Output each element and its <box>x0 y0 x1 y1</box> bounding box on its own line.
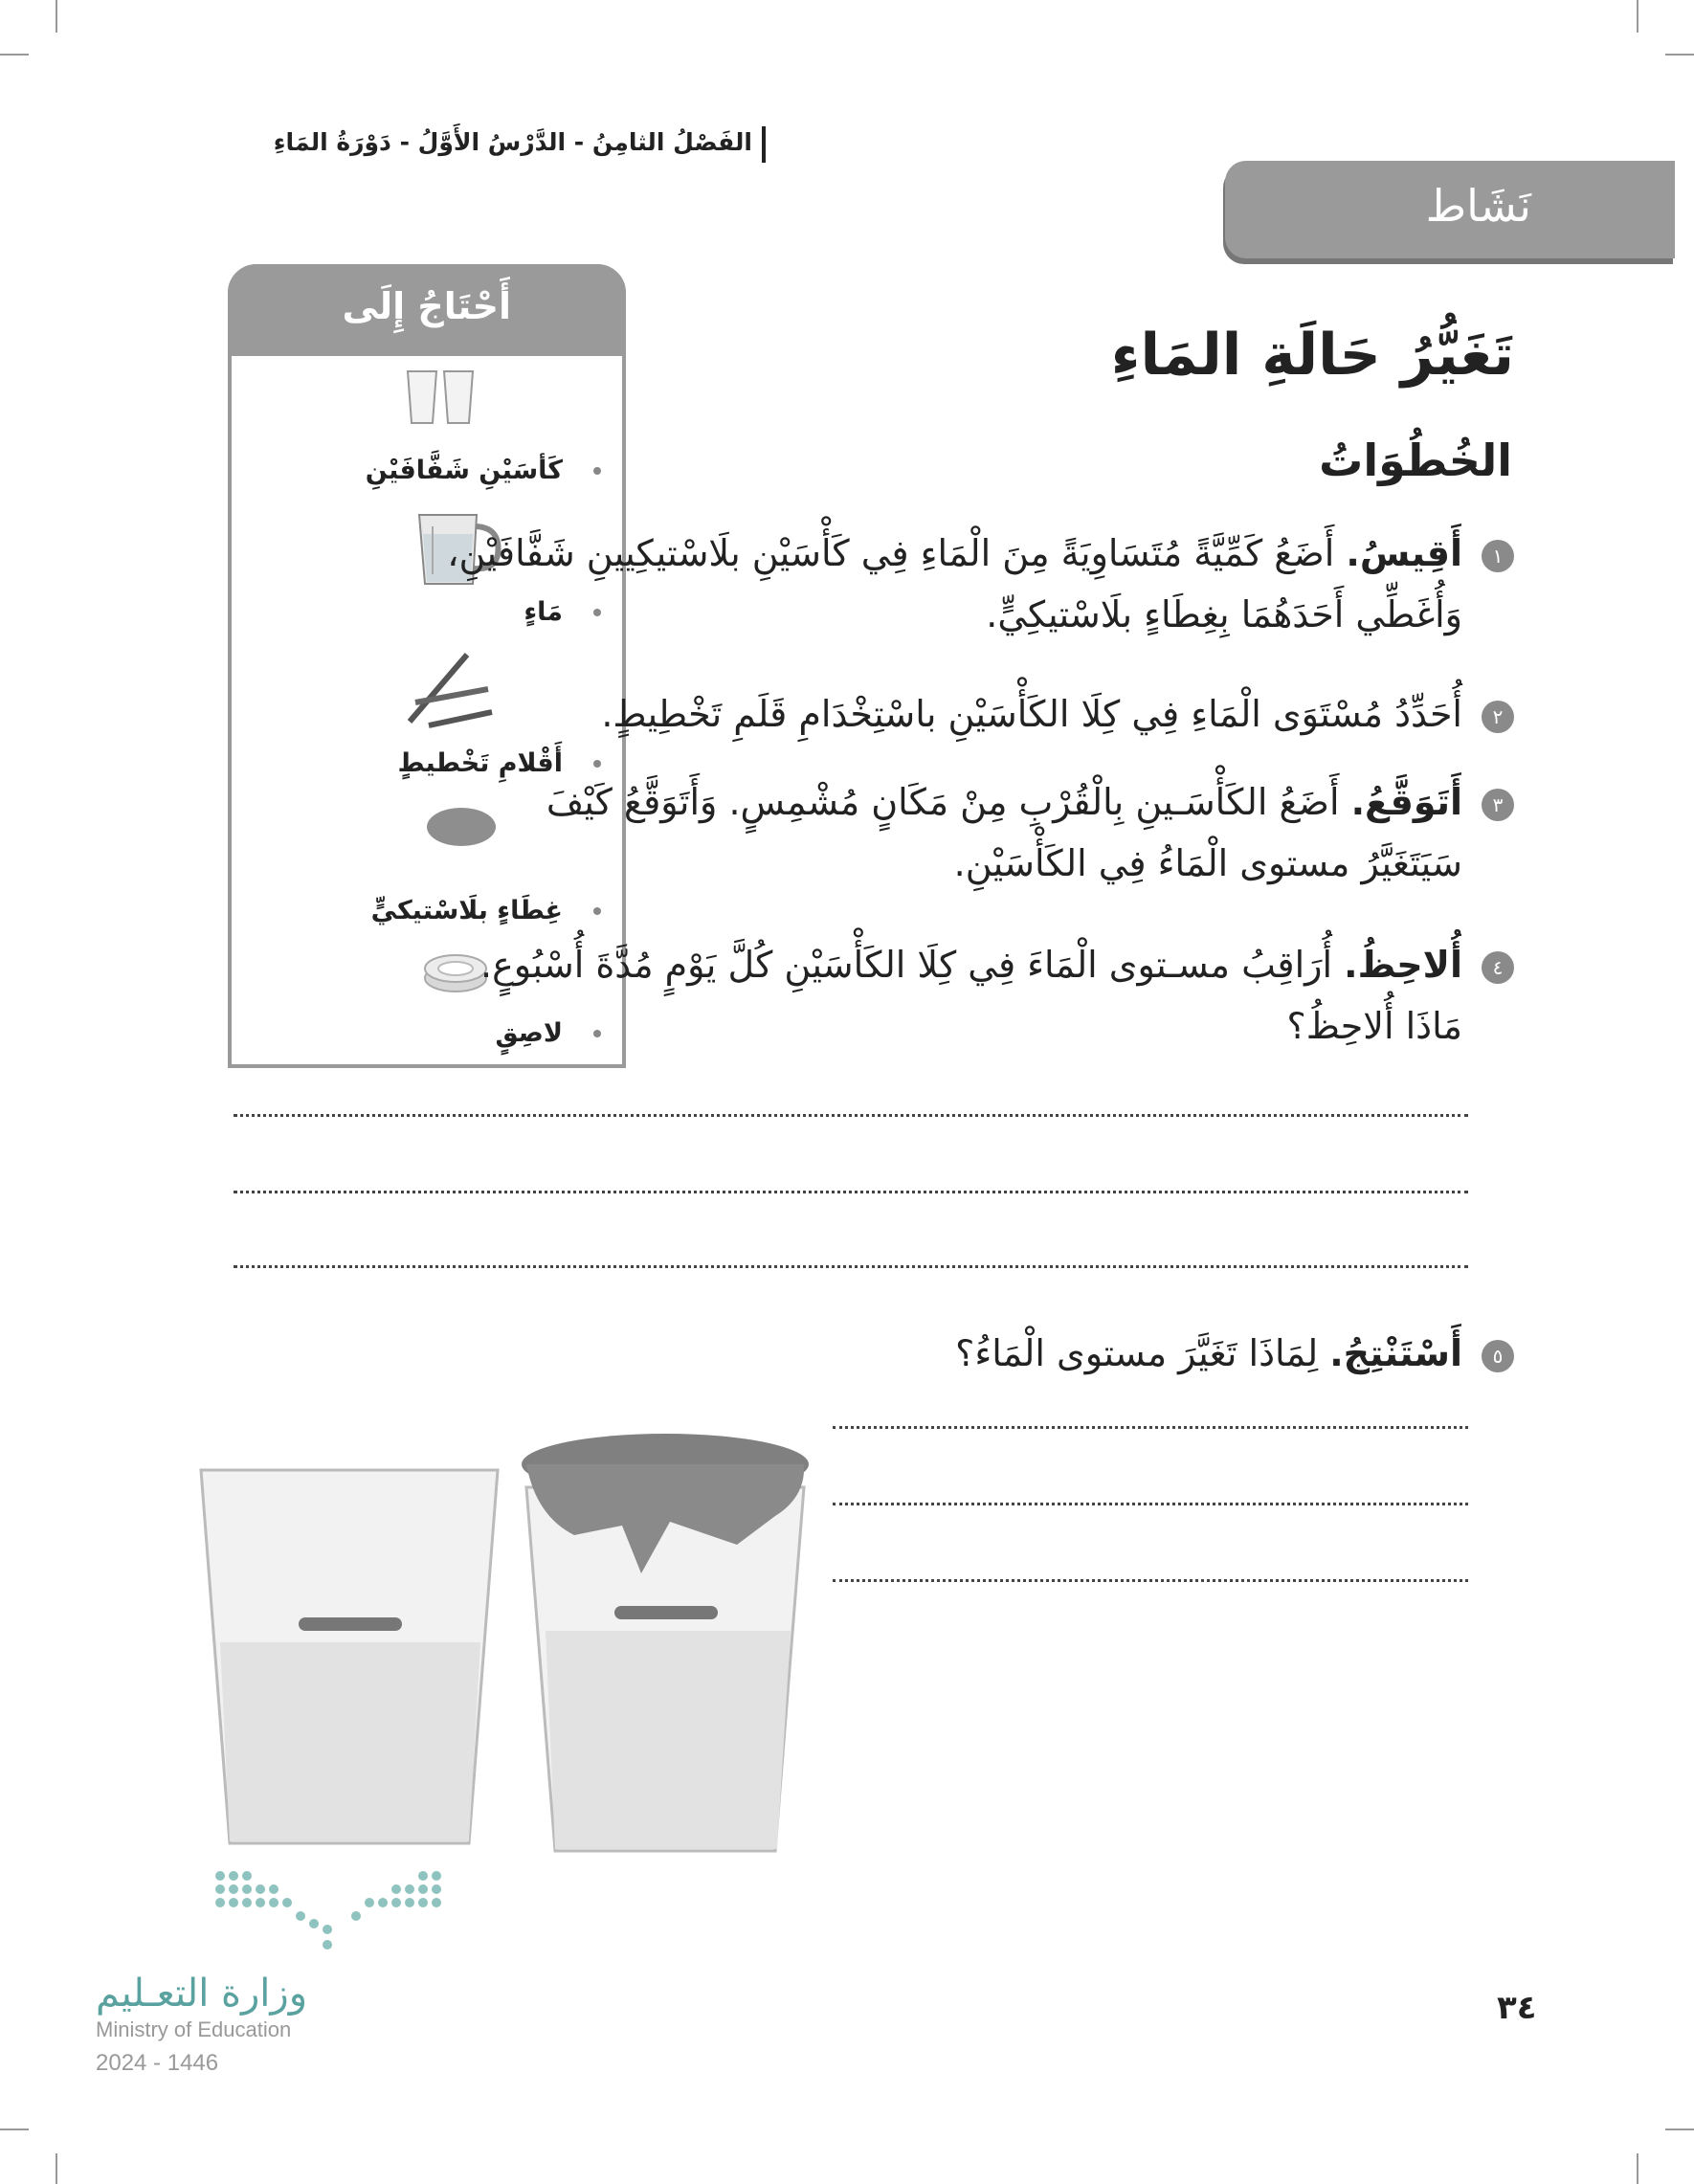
breadcrumb-divider <box>762 126 766 163</box>
step-5 <box>440 1323 1512 1384</box>
step-number: ٥ <box>1482 1340 1514 1372</box>
material-item <box>256 896 601 934</box>
activity-tab-label: نَشَاط <box>1425 180 1531 232</box>
bullet <box>593 467 601 475</box>
crop-mark <box>0 54 29 56</box>
crop-mark <box>0 2128 29 2130</box>
step-1 <box>440 523 1512 645</box>
material-label: أَقْلامِ تَخْطيطٍ <box>397 748 563 778</box>
answer-line[interactable] <box>833 1579 1468 1582</box>
crop-mark <box>1665 54 1694 56</box>
activity-tab <box>1225 161 1675 258</box>
bullet <box>593 760 601 768</box>
step-lead: أَتَوَقَّعُ. <box>1350 781 1462 823</box>
step-text: لِمَاذَا تَغَيَّرَ مستوى الْمَاءُ؟ <box>955 1332 1330 1374</box>
step-text: أُرَاقِبُ مسـتوى الْمَاءَ فِي كِلَا الكَأْسَيْنِ كُلَّ يَوْمٍ مُدَّةَ أُسْبُوعٍ. مَاذَا أُلاحِظُ؟ <box>480 944 1462 1047</box>
crop-mark <box>1637 0 1638 33</box>
answer-line[interactable] <box>234 1191 1468 1193</box>
material-item <box>256 456 601 494</box>
step-lead: أُلاحِظُ. <box>1344 944 1462 986</box>
step-4 <box>440 934 1512 1057</box>
answer-line[interactable] <box>833 1426 1468 1429</box>
step-text: أُحَدِّدُ مُسْتَوَى الْمَاءِ فِي كِلَا الكَأْسَيْنِ باسْتِخْدَامِ قَلَمِ تَخْطِيطٍ. <box>601 693 1462 735</box>
ministry-logo-icon <box>212 1868 452 1954</box>
breadcrumb-text: الفَصْلُ الثامِنُ - الدَّرْسُ الأَوَّلُ - دَوْرَةُ المَاءِ <box>273 128 752 156</box>
material-label: مَاءٍ <box>524 597 563 627</box>
materials-header <box>228 264 626 356</box>
ministry-name-english: Ministry of Education <box>96 2017 292 2041</box>
answer-line[interactable] <box>833 1503 1468 1505</box>
step-text: أَضَعُ الكَأْسَـينِ بِالْقُرْبِ مِنْ مَكَانٍ مُشْمِسٍ. وَأَتَوَقَّعُ كَيْفَ سَيَتَغَيَّرُ مستوى الْمَاءُ فِي الكَأْسَيْنِ. <box>546 781 1462 884</box>
material-label: كَأسَيْنِ شَفَّافَيْنِ <box>365 456 563 485</box>
breadcrumb <box>230 123 766 170</box>
answer-line[interactable] <box>234 1114 1468 1117</box>
step-text: أَضَعُ كَمِّيَّةً مُتَسَاوِيَةً مِنَ الْمَاءِ فِي كَأْسَيْنِ بلَاسْتيكِيينِ شَفَّافَيْنِ، وَأُغَطِّي أَحَدَهُمَا بِغِطَاءٍ بلَاسْتيكِيٍّ. <box>447 532 1462 635</box>
step-number: ٤ <box>1482 951 1514 984</box>
answer-line[interactable] <box>234 1265 1468 1268</box>
crop-mark <box>1665 2128 1694 2130</box>
page-title: تَغَيُّرُ حَالَةِ المَاءِ <box>1110 322 1514 389</box>
step-3 <box>440 771 1512 894</box>
covered-cup-photo <box>507 1430 823 1856</box>
crop-mark <box>56 0 57 33</box>
step-lead: أَقِيسُ. <box>1346 532 1462 574</box>
crop-mark <box>56 2153 57 2184</box>
ministry-name-arabic: وزارة التعـليم <box>96 1972 308 2016</box>
step-number: ٢ <box>1482 701 1514 733</box>
edition-year: 2024 - 1446 <box>96 2050 219 2076</box>
crop-mark <box>1637 2153 1638 2184</box>
step-number: ١ <box>1482 540 1514 572</box>
cups-icon <box>404 368 480 427</box>
step-number: ٣ <box>1482 789 1514 821</box>
material-label: لاصِقٍ <box>495 1018 563 1048</box>
bullet <box>593 907 601 915</box>
open-cup-photo <box>191 1460 507 1853</box>
materials-title: أَحْتَاجُ إِلَى <box>342 285 511 327</box>
page-number: ٣٤ <box>1497 1989 1537 2027</box>
material-label: غِطَاءٍ بلَاسْتيكيٍّ <box>370 896 563 925</box>
step-lead: أَسْتَنْتِجُ. <box>1329 1332 1462 1374</box>
step-2 <box>440 683 1512 745</box>
steps-heading: الخُطُوَاتُ <box>1319 435 1512 486</box>
